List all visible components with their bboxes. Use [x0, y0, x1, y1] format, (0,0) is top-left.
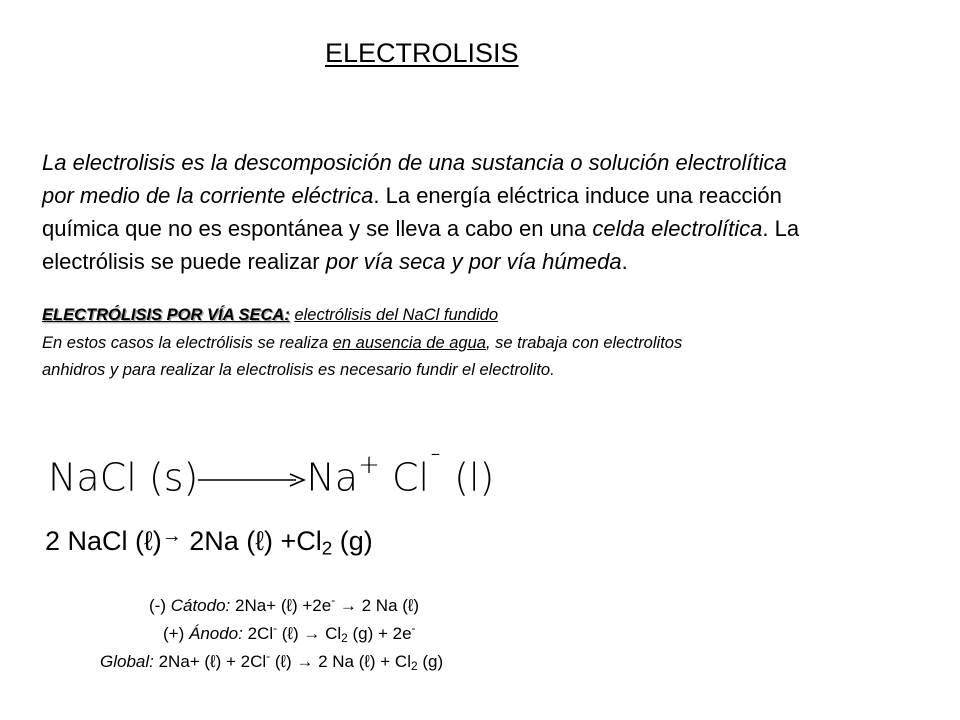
- dry-text-emphasis: en ausencia de agua: [332, 334, 486, 352]
- anode-reaction: [163, 620, 416, 645]
- global-reactants: 2Na+ (ℓ) + 2Cl: [153, 652, 267, 671]
- eq1-sodium: Na: [306, 455, 359, 500]
- dry-text: , se trabaja con electrolitos: [485, 334, 683, 352]
- eq1-chloride-charge: ¯: [429, 450, 443, 480]
- intro-definition-text-2: por medio de la corriente eléctrica: [42, 183, 374, 208]
- anode-products: (ℓ) → Cl: [277, 624, 342, 643]
- intro-text: .: [621, 249, 628, 274]
- eq1-reactant: NaCl (s): [48, 455, 199, 500]
- intro-text: química que no es espontánea y se lleva a cabo en una: [42, 216, 593, 241]
- intro-line-3: [42, 212, 942, 245]
- intro-emphasis: celda electrolítica: [592, 216, 763, 241]
- arrow-icon: →: [161, 525, 182, 547]
- eq1-state: (l): [442, 455, 495, 500]
- chloride-charge: -: [273, 620, 278, 635]
- cathode-sign: (-): [149, 596, 171, 615]
- eq2-state: (g): [332, 526, 373, 556]
- eq2-products: 2Na (ℓ) +Cl: [181, 526, 322, 556]
- page-title: ELECTROLISIS: [325, 38, 519, 68]
- eq2-reactant: 2 NaCl (ℓ): [45, 526, 162, 556]
- cathode-label: Cátodo:: [170, 596, 231, 615]
- intro-line-4: [42, 245, 942, 278]
- eq2-subscript: 2: [321, 538, 333, 560]
- intro-text: . La energía eléctrica induce una reacción: [373, 183, 782, 208]
- intro-text: . La: [762, 216, 800, 241]
- cathode-products: → 2 Na (ℓ): [335, 596, 420, 615]
- intro-definition-text: La electrolisis es la descomposición de una sustancia o solución electrolítica: [42, 150, 787, 175]
- intro-emphasis: por vía seca y por vía húmeda: [325, 249, 622, 274]
- cathode-reaction: [149, 592, 420, 616]
- equation-nacl-electrolysis: [45, 526, 373, 561]
- dry-text-line-1: [42, 330, 952, 357]
- dry-electrolysis-text: [42, 330, 952, 384]
- anode-reactant: 2Cl: [242, 624, 274, 643]
- anode-sign: (+): [163, 624, 189, 643]
- dry-electrolysis-heading: [42, 306, 498, 325]
- electron-charge: -: [411, 620, 416, 635]
- chlorine-subscript: 2: [410, 658, 418, 673]
- dry-electrolysis-subtitle: electrólisis del NaCl fundido: [294, 306, 499, 324]
- electron-charge: -: [331, 592, 336, 607]
- cathode-reactants: 2Na+ (ℓ) +2e: [230, 596, 332, 615]
- intro-line-1: [42, 146, 942, 179]
- intro-text: electrólisis se puede realizar: [42, 249, 326, 274]
- intro-paragraph: [42, 146, 942, 278]
- anode-label: Ánodo:: [188, 624, 243, 643]
- dry-text-line-2: anhidros y para realizar la electrolisis es necesario fundir el electrolito.: [42, 361, 555, 379]
- global-state: (g): [417, 652, 444, 671]
- eq1-chloride: Cl: [391, 455, 430, 500]
- global-products: (ℓ) → 2 Na (ℓ) + Cl: [270, 652, 411, 671]
- dry-electrolysis-label: ELECTRÓLISIS POR VÍA SECA:: [42, 306, 290, 324]
- chloride-charge: -: [266, 648, 271, 663]
- anode-products-2: (g) + 2e: [347, 624, 412, 643]
- eq1-sodium-charge: +: [358, 450, 380, 480]
- chlorine-subscript: 2: [341, 630, 348, 645]
- equation-nacl-dissociation: [48, 450, 495, 500]
- global-reaction: [100, 648, 444, 673]
- global-label: Global:: [100, 652, 154, 671]
- reaction-arrow-icon: [198, 468, 306, 492]
- dry-text: En estos casos la electrólisis se realiza: [42, 334, 333, 352]
- intro-line-2: [42, 179, 942, 212]
